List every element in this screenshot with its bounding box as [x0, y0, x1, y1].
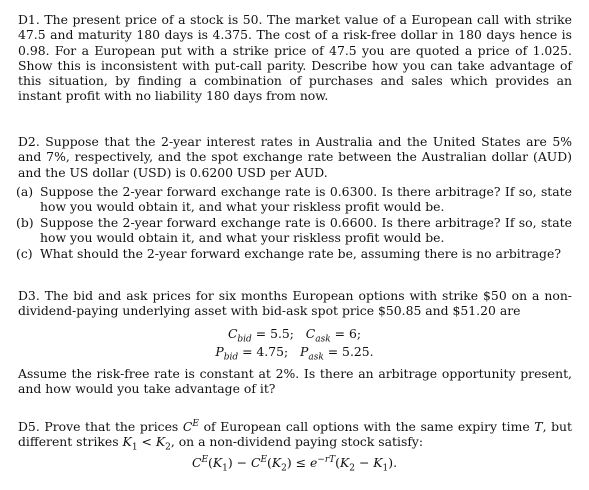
symbol-c: C — [305, 326, 316, 341]
item-text: Suppose the 2-year forward exchange rate is 0.6600. Is there arbitrage? If so, state how you would obtain it, and what your riskless profit would be. — [40, 215, 572, 246]
item-label: (c) — [16, 246, 33, 261]
text: , but different strikes — [18, 419, 572, 450]
equation-put-prices — [0, 344, 589, 363]
value: = 4.75; — [238, 344, 289, 359]
text: of European call options with the same expiry time — [198, 419, 535, 434]
equation-d5-inequality: $C^E(K_1) - C^E(K_2) \le e^{-rT}(K_2 - K_1)$. — [191, 454, 398, 474]
symbol-t: T — [534, 419, 543, 434]
subscript: ask — [308, 352, 324, 363]
value: = 6; — [330, 326, 362, 341]
value: = 5.25. — [323, 344, 374, 359]
item-label: (a) — [16, 184, 34, 199]
symbol-c: C — [227, 326, 238, 341]
item-text: What should the 2-year forward exchange rate be, assuming there is no arbitrage? — [40, 246, 561, 261]
problem-d5-intro — [18, 418, 572, 453]
subscript: 1 — [131, 442, 138, 453]
value: = 5.5; — [251, 326, 294, 341]
subscript: 2 — [165, 442, 171, 453]
item-text: Suppose the 2-year forward exchange rate is 0.6300. Is there arbitrage? If so, state how you would obtain it, and what your riskless profit would be. — [40, 184, 572, 215]
problem-d3-intro: D3. The bid and ask prices for six months European options with strike $50 on a non-dividend-paying underlying asset with bid-ask spot price $50.85 and $51.20 are — [18, 288, 572, 319]
text: < — [137, 434, 156, 450]
problem-d3-question: Assume the risk-free rate is constant at 2%. Is there an arbitrage opportunity present, and how would you take advantage of it? — [18, 366, 572, 397]
subscript: bid — [237, 334, 252, 345]
subscript: ask — [315, 334, 331, 345]
problem-d2-item-a — [16, 184, 572, 215]
text: , on a non-dividend paying stock satisfy: — [170, 434, 424, 450]
symbol-k: K — [122, 434, 132, 450]
problem-d2-item-b — [16, 215, 572, 246]
problem-d1: D1. The present price of a stock is 50. The market value of a European call with strike 47.5 and maturity 180 days is 4.375. The cost of a risk-free dollar in 180 days hence is 0.98. For a European put with a strike price of 47.5 you are quoted a price of 1.025. Show this is inconsistent with put-call parity. Describe how you can take advantage of this situation, by finding a combination of purchases and sales which provides an instant profit with no liability 180 days from now. — [18, 12, 572, 104]
subscript: bid — [223, 352, 239, 363]
problem-d2-intro: D2. Suppose that the 2-year interest rates in Australia and the United States are 5% and 7%, respectively, and the spot exchange rate between the Australian dollar (AUD) and the US dollar (USD) is 0.6200 USD per AUD. — [18, 134, 572, 180]
symbol-k: K — [155, 434, 166, 450]
symbol-p: P — [300, 344, 309, 359]
problem-d2-item-c — [16, 246, 572, 261]
symbol-c: C — [182, 419, 193, 434]
text: D5. Prove that the prices — [18, 419, 183, 434]
item-label: (b) — [16, 215, 34, 230]
equation-call-prices — [0, 326, 589, 345]
superscript: E — [192, 418, 199, 429]
symbol-p: P — [215, 344, 224, 359]
